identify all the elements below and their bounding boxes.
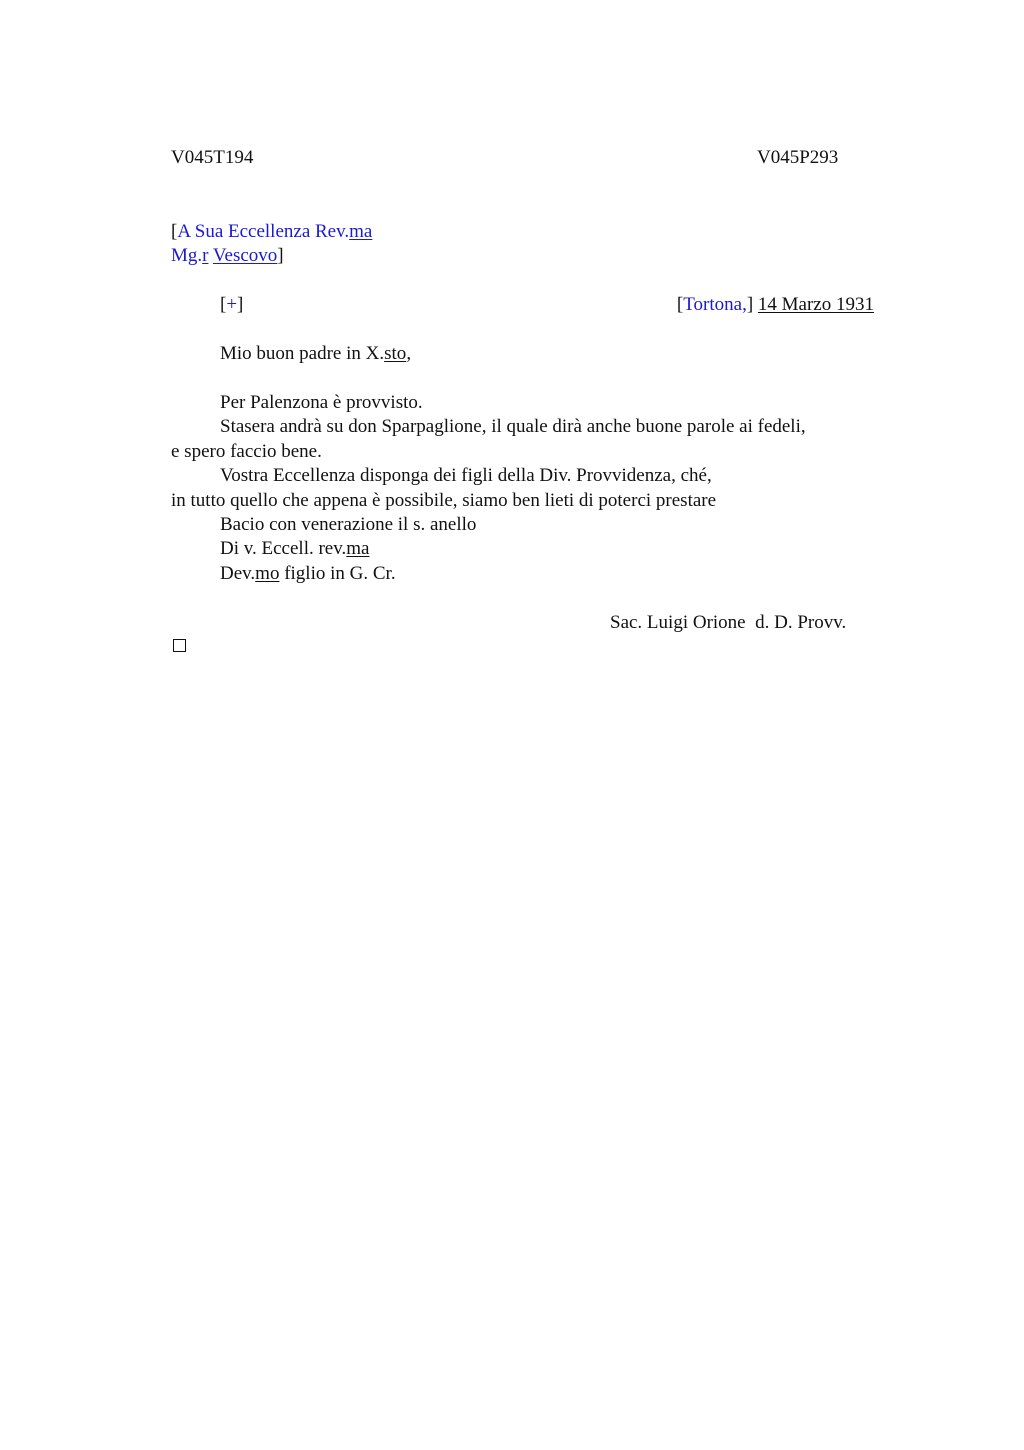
salutation: Mio buon padre in X.sto, [220,343,412,364]
dateline-place: Tortona, [683,294,747,315]
header-left-code: V045T194 [171,147,254,168]
addressee-line-2 [171,244,284,268]
addressee-line-1 [171,220,372,244]
addressee-rank: Mg. [171,245,203,266]
addressee-bracket-close: ] [277,245,284,266]
addressee-rank-sup: r [202,245,209,266]
addressee-bracket-open: [ [171,221,178,242]
signature: Sac. Luigi Orione d. D. Provv. [610,612,847,633]
body-paragraph-3-line-1: Vostra Eccellenza disponga dei figli della Div. Provvidenza, ché, [220,465,712,486]
body-paragraph-2-line-2: e spero faccio bene. [171,441,322,462]
body-paragraph-6: Dev.mo figlio in G. Cr. [220,563,396,584]
header-right-code: V045P293 [757,147,839,168]
addressee-title: A Sua Eccellenza Rev. [177,221,350,242]
body-paragraph-4: Bacio con venerazione il s. anello [220,514,477,535]
body-paragraph-5: Di v. Eccell. rev.ma [220,538,370,559]
addressee-vescovo: Vescovo [212,245,278,266]
dateline-place-date: [Tortona,] 14 Marzo 1931 [676,294,874,315]
empty-square-icon [173,639,186,652]
cross-symbol: + [226,294,238,315]
body-paragraph-3-line-2: in tutto quello che appena è possibile, siamo ben lieti di poterci prestare [171,490,717,511]
body-paragraph-2-line-1: Stasera andrà su don Sparpaglione, il quale dirà anche buone parole ai fedeli, [220,416,806,437]
dateline-cross: [+] [220,294,244,315]
dateline-date: 14 Marzo 1931 [757,294,874,315]
body-paragraph-1: Per Palenzona è provvisto. [220,392,423,413]
addressee-title-sup: ma [349,221,373,242]
